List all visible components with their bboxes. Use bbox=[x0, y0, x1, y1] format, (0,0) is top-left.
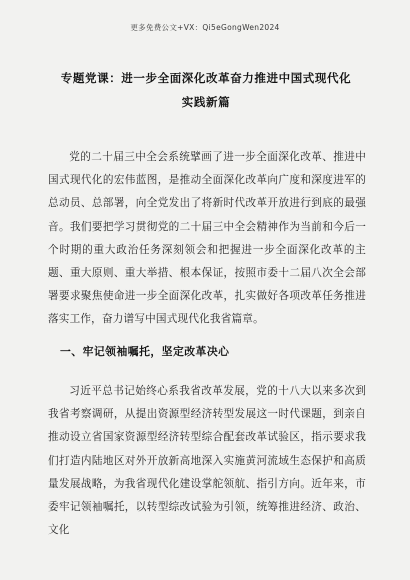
header-note: 更多免费公文+VX：Qi5eGongWen2024 bbox=[130, 23, 280, 32]
document-title: 专题党课：进一步全面深化改革奋力推进中国式现代化实践新篇 bbox=[60, 71, 352, 109]
paragraph-text: 党的二十届三中全会系统擘画了进一步全面深化改革、推进中国式现代化的宏伟蓝图，是推动全面深化改革向广度和深度进军的总动员、总部署，向全党发出了将新时代改革开放进行到底的最强音。我们要把学习贯彻党的二十届三中全会精神作为当前和今后一个时期的重大政治任务深刻领会和把握进一步全面深化改革的主题、重大原则、重大举措、根本保证，按照市委十二届八次全会部署要求聚焦使命进一步全面深化改革，扎实做好各项改革任务推进落实工作，奋力谱写中国式现代化我省篇章。 bbox=[48, 151, 366, 326]
section-heading: 一、牢记领袖嘱托，坚定改革决心 bbox=[60, 345, 230, 358]
paragraph-text: 习近平总书记始终心系我省改革发展，党的十八大以来多次到我省考察调研，从提出资源型经济转型发展这一时代课题，到亲自推动设立省国家资源型经济转型综合配套改革试验区，指示要求我们打造内陆地区对外开放新高地深入实施黄河流域生态保护和高质量发展战略，为我省现代化建设掌舵领航、指引方向。近年来，市委牢记领袖嘱托，以转型综改试验为引领，统筹推进经济、政治、文化 bbox=[48, 385, 366, 537]
body-paragraph-2 bbox=[48, 380, 366, 542]
body-paragraph-1 bbox=[48, 146, 366, 332]
